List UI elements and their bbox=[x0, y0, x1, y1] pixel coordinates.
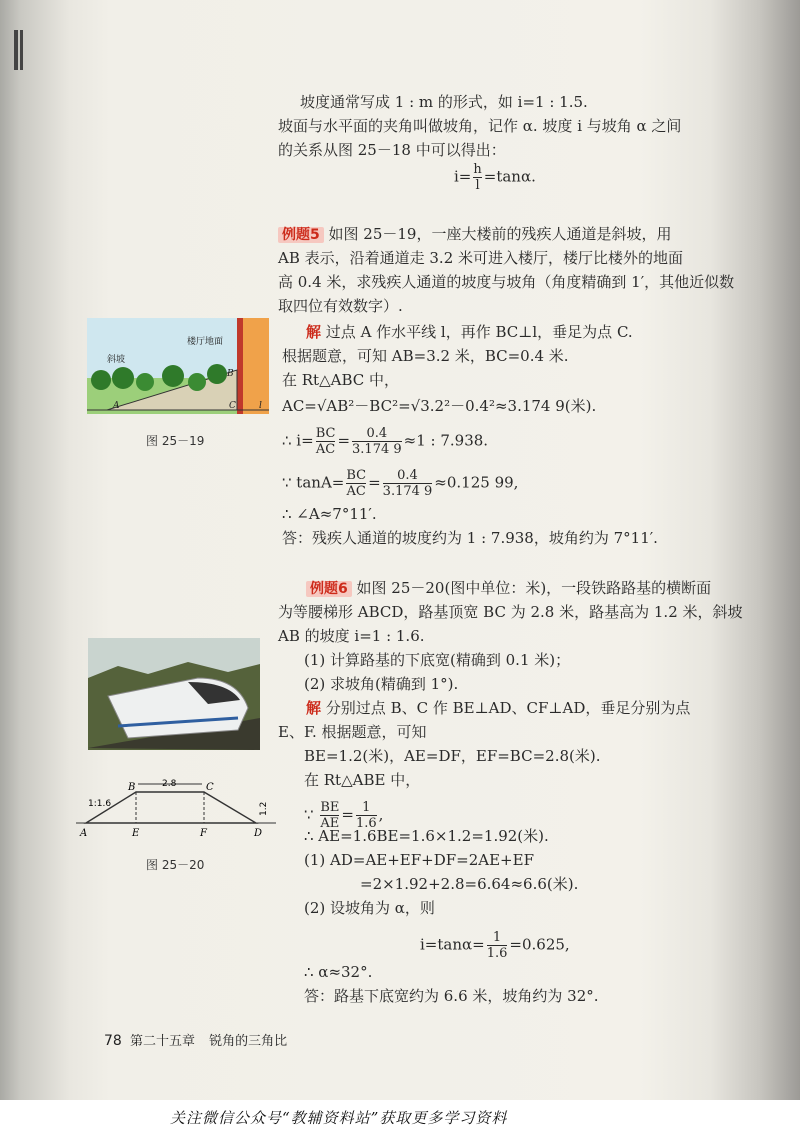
sol6-line-9: (2) 设坡角为 α，则 bbox=[304, 899, 435, 917]
sol6-line-2: E、F. 根据题意，可知 bbox=[278, 723, 427, 741]
sol6-line-6: ∴ AE=1.6BE=1.6×1.2=1.92(米). bbox=[304, 827, 549, 845]
label-hall: 楼厅地面 bbox=[187, 337, 224, 347]
figure-25-19 bbox=[87, 318, 269, 414]
svg-text:C: C bbox=[206, 782, 214, 793]
svg-text:D: D bbox=[254, 828, 263, 839]
svg-text:A: A bbox=[80, 828, 88, 839]
svg-text:1:1.6: 1:1.6 bbox=[88, 799, 112, 809]
example6-label: 例题6 bbox=[306, 581, 352, 597]
figure-25-20 bbox=[76, 776, 276, 846]
example6-q1: (1) 计算路基的下底宽(精确到 0.1 米)； bbox=[304, 651, 571, 669]
page-number: 78 bbox=[104, 1033, 122, 1049]
page-footer: 78 第二十五章 锐角的三角比 bbox=[104, 1033, 288, 1049]
gutter-mark bbox=[14, 30, 18, 70]
example5-line-3: 高 0.4 米，求残疾人通道的坡度与坡角（角度精确到 1′，其他近似数 bbox=[278, 273, 735, 291]
sol6-line-3: BE=1.2(米)，AE=DF，EF=BC=2.8(米). bbox=[304, 747, 601, 765]
sol5-line-7: ∴ ∠A≈7°11′. bbox=[282, 505, 377, 523]
sol6-line-5: ∵ $\frac{BE}{AE}$ = $\frac{1}{1.6}$ , bbox=[304, 800, 384, 831]
svg-text:2.8: 2.8 bbox=[162, 779, 177, 789]
intro-line-3: 的关系从图 25－18 中可以得出： bbox=[278, 141, 506, 159]
sol6-line-4: 在 Rt△ABE 中， bbox=[304, 771, 421, 789]
sol5-line-5: ∴ i= $\frac{BC}{AC}$ = $\frac{0.4}{3.174 9}$ ≈1 : 7.938. bbox=[282, 426, 489, 457]
banner-text: 关注微信公众号“教辅资料站”获取更多学习资料 bbox=[170, 1109, 508, 1127]
example5-label: 例题5 bbox=[278, 227, 324, 243]
svg-text:1.2: 1.2 bbox=[259, 801, 269, 816]
example6-heading: 例题6 如图 25－20(图中单位：米)，一段铁路路基的横断面 bbox=[306, 578, 711, 599]
svg-text:B: B bbox=[128, 782, 136, 793]
svg-text:l: l bbox=[259, 401, 262, 411]
gutter-mark bbox=[20, 30, 23, 70]
sol5-line-3: 在 Rt△ABC 中， bbox=[282, 371, 400, 389]
label-ramp: 斜坡 bbox=[107, 355, 126, 365]
sol5-line-2: 根据题意，可知 AB=3.2 米，BC=0.4 米. bbox=[282, 347, 569, 365]
svg-text:F: F bbox=[200, 828, 207, 839]
caption-25-20: 图 25－20 bbox=[146, 858, 205, 872]
caption-25-19: 图 25－19 bbox=[146, 434, 205, 448]
sol5-line-4: AC=√AB²－BC²=√3.2²－0.4²≈3.174 9(米). bbox=[282, 397, 597, 415]
example5-line-2: AB 表示，沿着通道走 3.2 米可进入楼厅，楼厅比楼外的地面 bbox=[278, 249, 684, 267]
example5-line-4: 取四位有效数字）. bbox=[278, 297, 403, 315]
sol6-line-8: =2×1.92+2.8=6.64≈6.6(米). bbox=[360, 875, 579, 893]
sol6-line-11: ∴ α≈32°. bbox=[304, 963, 373, 981]
svg-text:B: B bbox=[227, 369, 234, 379]
svg-text:A: A bbox=[113, 401, 120, 411]
formula-slope: i= $\frac{h}{l}$ =tanα. bbox=[454, 162, 536, 193]
example6-line-2: 为等腰梯形 ABCD，路基顶宽 BC 为 2.8 米，路基高为 1.2 米，斜坡 bbox=[278, 603, 743, 621]
train-photo bbox=[88, 638, 260, 750]
sol6-line-10: i=tanα= $\frac{1}{1.6}$ =0.625, bbox=[420, 930, 570, 961]
sol6-line-7: (1) AD=AE+EF+DF=2AE+EF bbox=[304, 851, 534, 869]
sol6-answer: 答：路基下底宽约为 6.6 米，坡角约为 32°. bbox=[304, 987, 599, 1005]
example6-line-3: AB 的坡度 i=1 : 1.6. bbox=[278, 627, 425, 645]
intro-line-2: 坡面与水平面的夹角叫做坡角，记作 α. 坡度 i 与坡角 α 之间 bbox=[278, 117, 682, 135]
sol6-line-1: 解 分别过点 B、C 作 BE⊥AD、CF⊥AD，垂足分别为点 bbox=[306, 699, 691, 717]
svg-text:C: C bbox=[229, 401, 236, 411]
sol5-line-1: 解 过点 A 作水平线 l，再作 BC⊥l，垂足为点 C. bbox=[306, 323, 633, 341]
example5-heading: 例题5 如图 25－19，一座大楼前的残疾人通道是斜坡，用 bbox=[278, 224, 671, 245]
sol5-line-6: ∵ tanA= $\frac{BC}{AC}$ = $\frac{0.4}{3.174 9}$ ≈0.125 99, bbox=[282, 468, 519, 499]
example6-q2: (2) 求坡角(精确到 1°). bbox=[304, 675, 459, 693]
svg-text:E: E bbox=[132, 828, 140, 839]
sol5-answer: 答：残疾人通道的坡度约为 1 : 7.938，坡角约为 7°11′. bbox=[282, 529, 658, 547]
intro-line-1: 坡度通常写成 1 : m 的形式，如 i=1 : 1.5. bbox=[300, 93, 588, 111]
